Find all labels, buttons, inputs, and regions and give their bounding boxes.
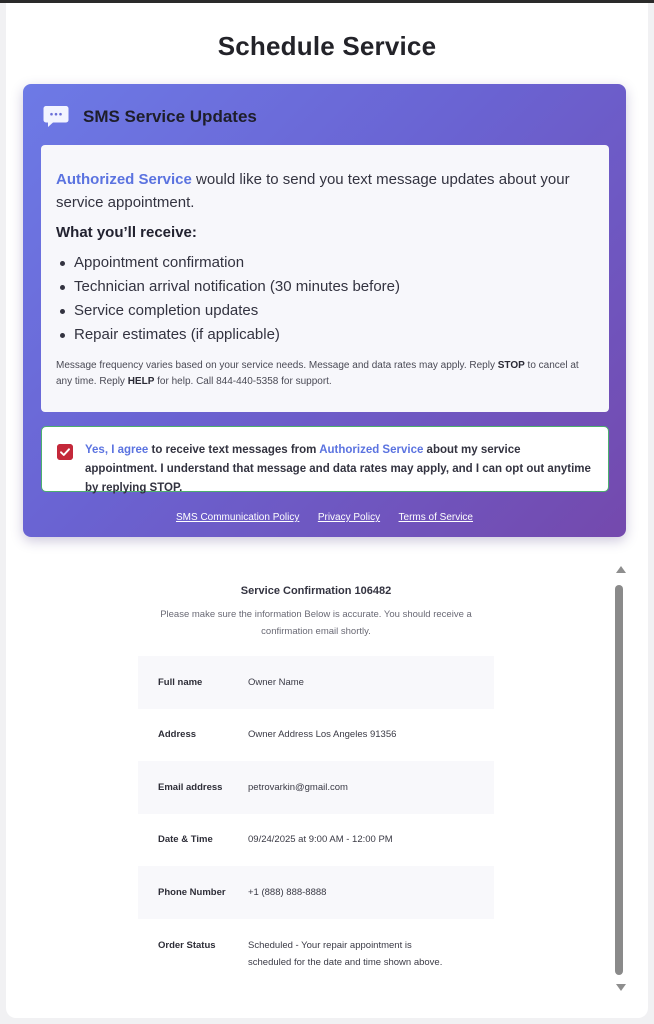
sms-policy-link[interactable]: SMS Communication Policy xyxy=(176,512,300,523)
consent-text xyxy=(85,441,594,498)
row-value: Owner Address Los Angeles 91356 xyxy=(248,729,397,741)
list-item: Technician arrival notification (30 minutes before) xyxy=(56,275,594,299)
consent-agree: Yes, I agree xyxy=(85,444,149,456)
page-container xyxy=(6,3,648,1018)
page-title: Schedule Service xyxy=(217,31,437,61)
sms-updates-card xyxy=(23,84,626,537)
chat-bubble-icon xyxy=(43,105,69,129)
row-value xyxy=(248,919,494,972)
row-label: Full name xyxy=(158,676,203,688)
subtitle-line: Please make sure the information Below is accurate. You should receive a xyxy=(160,609,472,620)
table-row xyxy=(138,709,494,762)
row-value: Owner Name xyxy=(248,676,304,688)
fine-print-stop: STOP xyxy=(497,360,525,371)
consent-text-part: to receive text messages from xyxy=(148,444,320,456)
confirmation-table xyxy=(138,656,494,971)
scroll-up-arrow-icon[interactable] xyxy=(616,566,626,573)
row-label: Order Status xyxy=(158,939,216,951)
confirmation-subtitle xyxy=(138,606,494,640)
list-item: Appointment confirmation xyxy=(56,251,594,275)
consent-checkbox[interactable] xyxy=(57,444,73,460)
sms-title: SMS Service Updates xyxy=(83,107,257,126)
row-label: Email address xyxy=(158,781,223,793)
row-value: 09/24/2025 at 9:00 AM - 12:00 PM xyxy=(248,834,393,846)
table-row xyxy=(138,919,494,972)
table-row xyxy=(138,866,494,919)
privacy-policy-link[interactable]: Privacy Policy xyxy=(317,512,381,523)
consent-box[interactable] xyxy=(41,426,609,492)
row-label: Date & Time xyxy=(158,834,213,846)
row-label: Address xyxy=(158,729,197,741)
subtitle-line: confirmation email shortly. xyxy=(261,626,371,637)
consent-brand: Authorized Service xyxy=(319,444,424,456)
fine-print-help: HELP xyxy=(127,375,155,387)
fine-print xyxy=(56,358,594,389)
fine-print-text: for help. Call 844-440-5358 for support. xyxy=(154,375,332,387)
sms-intro xyxy=(56,168,594,214)
fine-print-text: to cancel at any time. Reply xyxy=(56,360,579,387)
row-label: Phone Number xyxy=(158,886,226,898)
table-row xyxy=(138,761,494,814)
consent-text-part: about my service appointment. I understand that message and data rates may apply, and I can opt out anytime by replying STOP. xyxy=(85,444,591,494)
table-row xyxy=(138,814,494,867)
list-item: Service completion updates xyxy=(56,299,594,323)
intro-text: would like to send you text message updates about your service appointment. xyxy=(56,171,570,211)
brand-name: Authorized Service xyxy=(56,171,192,188)
row-value-line: scheduled for the date and time shown above. xyxy=(248,956,443,968)
table-row xyxy=(138,656,494,709)
sms-header xyxy=(43,104,257,130)
scroll-thumb[interactable] xyxy=(615,585,623,975)
policy-links xyxy=(23,507,626,525)
sms-info-box xyxy=(41,145,609,412)
benefits-list xyxy=(56,251,594,347)
scroll-down-arrow-icon[interactable] xyxy=(616,984,626,991)
list-item: Repair estimates (if applicable) xyxy=(56,323,594,347)
fine-print-text: Message frequency varies based on your service needs. Message and data rates may apply. Reply xyxy=(56,360,498,371)
row-value: petrovarkin@gmail.com xyxy=(248,781,348,793)
row-value-line: Scheduled - Your repair appointment is xyxy=(248,939,412,951)
row-value: +1 (888) 888-8888 xyxy=(248,886,327,898)
confirmation-title: Service Confirmation 106482 xyxy=(240,585,392,597)
service-confirmation xyxy=(138,585,494,971)
receive-heading: What you’ll receive: xyxy=(56,224,197,241)
scrollbar[interactable] xyxy=(614,566,628,991)
terms-of-service-link[interactable]: Terms of Service xyxy=(398,512,473,523)
